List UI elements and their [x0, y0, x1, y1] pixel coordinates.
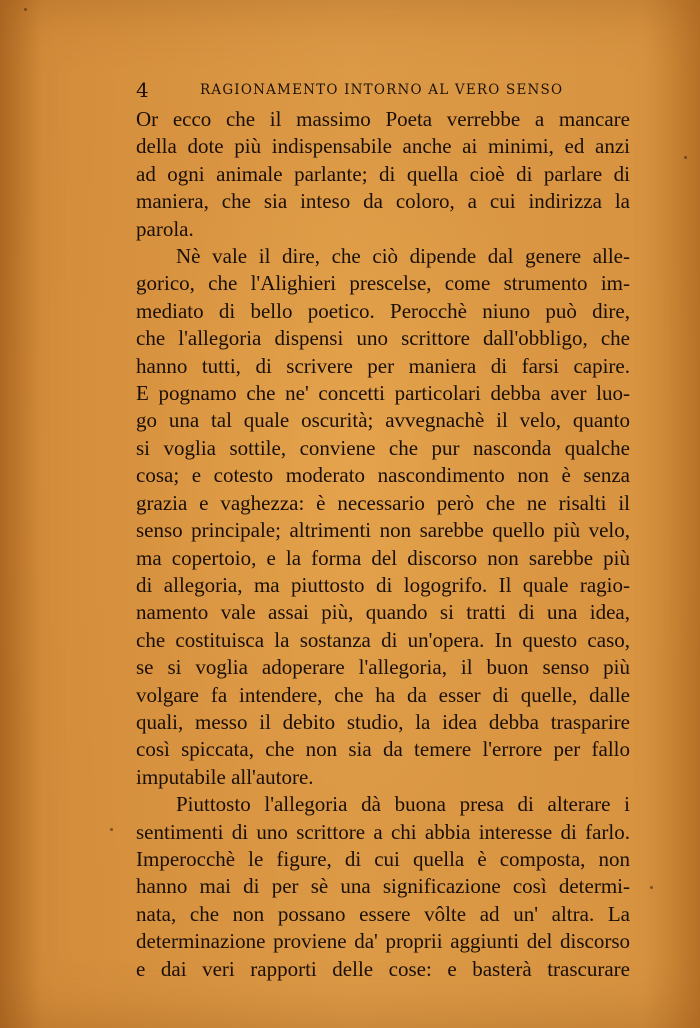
text-line: hanno tutti, di scrivere per maniera di farsi capire. — [136, 353, 630, 378]
running-head: RAGIONAMENTO INTORNO AL VERO SENSO — [200, 82, 564, 98]
text-line: Nè vale il dire, che ciò dipende dal genere alle- — [176, 244, 630, 269]
text-line: Imperocchè le figure, di cui quella è composta, non — [136, 846, 630, 871]
paper-speck — [110, 828, 113, 831]
text-line: imputabile all'autore. — [136, 764, 314, 789]
text-line: gorico, che l'Alighieri prescelse, come strumento im- — [136, 271, 630, 296]
body-text — [136, 106, 630, 983]
text-line: ma copertoio, e la forma del discorso non sarebbe più — [136, 545, 630, 570]
text-line: parola. — [136, 216, 194, 241]
paper-speck — [24, 8, 27, 11]
text-line: senso principale; altrimenti non sarebbe quello più velo, — [136, 518, 630, 543]
text-line: Or ecco che il massimo Poeta verrebbe a mancare — [136, 107, 630, 131]
text-line: se si voglia adoperare l'allegoria, il buon senso più — [136, 655, 630, 680]
text-line: determinazione proviene da' proprii aggiunti del discorso — [136, 929, 630, 954]
paragraph — [136, 106, 630, 243]
text-line: di allegoria, ma piuttosto di logogrifo. Il quale ragio- — [136, 572, 630, 597]
text-line: maniera, che sia inteso da coloro, a cui indirizza la — [136, 189, 630, 214]
text-line: E pognamo che ne' concetti particolari debba aver luo- — [136, 381, 630, 406]
text-line: ad ogni animale parlante; di quella cioè di parlare di — [136, 161, 630, 186]
text-line: go una tal quale oscurità; avvegnachè il velo, quanto — [136, 408, 630, 433]
text-line: hanno mai di per sè una significazione così determi- — [136, 874, 630, 899]
paper-speck — [684, 156, 687, 159]
paragraph — [136, 791, 630, 983]
text-line: grazia e vaghezza: è necessario però che ne risalti il — [136, 490, 630, 515]
text-line: e dai veri rapporti delle cose: e basterà trascurare — [136, 956, 630, 981]
text-line: che costituisca la sostanza di un'opera. In questo caso, — [136, 627, 630, 652]
text-line: sentimenti di uno scrittore a chi abbia interesse di farlo. — [136, 819, 630, 844]
text-line: che l'allegoria dispensi uno scrittore dall'obbligo, che — [136, 326, 630, 351]
text-line: si voglia sottile, conviene che pur nasconda qualche — [136, 435, 630, 460]
text-line: mediato di bello poetico. Perocchè niuno può dire, — [136, 298, 630, 323]
text-line: nata, che non possano essere vôlte ad un' altra. La — [136, 901, 630, 926]
paper-speck — [650, 886, 653, 889]
text-line: quali, messo il debito studio, la idea debba trasparire — [136, 709, 630, 734]
page-header — [136, 78, 630, 102]
page-number: 4 — [136, 78, 149, 102]
text-line: così spiccata, che non sia da temere l'errore per fallo — [136, 737, 630, 762]
text-line: della dote più indispensabile anche ai minimi, ed anzi — [136, 134, 630, 159]
text-line: cosa; e cotesto moderato nascondimento non è senza — [136, 463, 630, 488]
text-line: namento vale assai più, quando si tratti di una idea, — [136, 600, 630, 625]
text-line: Piuttosto l'allegoria dà buona presa di alterare i — [176, 792, 630, 817]
text-line: volgare fa intendere, che ha da esser di quelle, dalle — [136, 682, 630, 707]
paragraph — [136, 243, 630, 791]
